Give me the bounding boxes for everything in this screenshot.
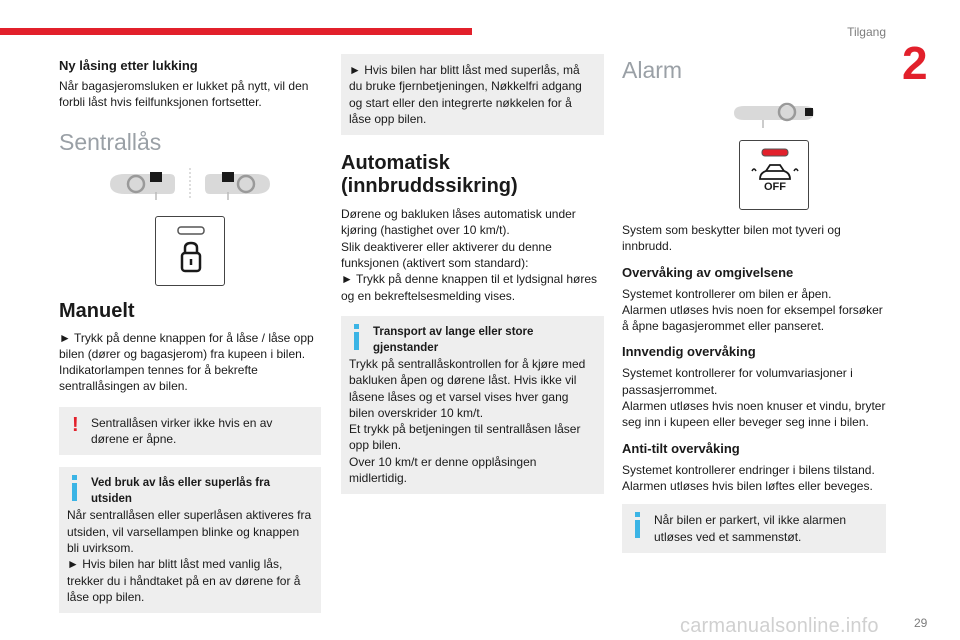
heading-interior: Innvendig overvåking	[622, 344, 756, 360]
text-tilt: Systemet kontrollerer endringer i bilens tilstand. Alarmen utløses hvis bilen løftes eller beveges.	[622, 462, 875, 493]
section-title: Tilgang	[847, 25, 886, 39]
dashboard-location-icon	[100, 164, 280, 204]
chapter-number: 2	[902, 37, 928, 89]
alarm-car-icon	[740, 141, 810, 211]
dashboard-location-icon	[729, 98, 819, 132]
heading-lock-after-close: Ny låsing etter lukking	[59, 58, 198, 73]
column-left	[59, 54, 321, 613]
info-box-parked	[622, 504, 886, 553]
info-icon	[634, 512, 642, 538]
info-title-outside-lock: Ved bruk av lås eller superlås fra utsiden	[91, 477, 270, 506]
central-lock-button[interactable]	[155, 216, 225, 286]
heading-manual: Manuelt	[59, 299, 135, 322]
text-interior: Systemet kontrollerer for volumvariasjoner i passasjerrommet. Alarmen utløses hvis noen knuser et vindu, bryter seg inn i kupeen eller beveger seg inne i bilen.	[622, 366, 886, 430]
text-manual: ► Trykk på denne knappen for å låse / låse opp bilen (dører og bagasjerom) fra kupeen i bilen. Indikatorlampen tennes for å bekrefte sentrallåsingen av bilen.	[59, 330, 314, 394]
lock-icon	[156, 217, 226, 287]
warning-text: Sentrallåsen virker ikke hvis en av dørene er åpne.	[91, 415, 273, 447]
info-box-long-objects	[341, 316, 604, 494]
text-automatic: Dørene og bakluken låses automatisk under kjøring (hastighet over 10 km/t). Slik deaktiverer eller aktiverer du denne funksjonen (aktivert som standard): ► Trykk på denne knappen til et lydsignal høres og en bekreftelsesmelding vises.	[341, 207, 598, 303]
heading-alarm: Alarm	[622, 57, 683, 83]
warning-icon: !	[72, 413, 79, 436]
column-middle	[341, 54, 604, 494]
info-cont-text: ► Hvis bilen har blitt låst med superlås, må du bruke fjernbetjeningen, Nøkkelfri adgang og start eller den integrerte nøkkelen for å låse opp bilen.	[349, 63, 582, 126]
info-text-outside-lock: Når sentrallåsen eller superlåsen aktiveres fra utsiden, vil varsellampen blinke og knappen bli uvirksom. ► Hvis bilen har blitt låst med vanlig lås, trekker du i håndtaket på en av dørene for å låse opp bilen.	[67, 508, 312, 604]
chapter-progress-bar	[0, 28, 472, 35]
alarm-button-label: OFF	[764, 181, 786, 193]
text-lock-after-close: Når bagasjeromsluken er lukket på nytt, vil den forbli låst hvis feilfunksjonen fortsetter.	[59, 79, 309, 110]
column-right	[622, 54, 886, 553]
heading-automatic: Automatisk (innbruddssikring)	[341, 152, 518, 198]
steering-wheel-icons	[59, 164, 321, 204]
info-icon	[71, 475, 79, 501]
info-title-long-objects: Transport av lange eller store gjenstander	[373, 325, 534, 354]
heading-central-lock: Sentrallås	[59, 128, 162, 155]
alarm-off-button[interactable]	[739, 140, 809, 210]
info-text-parked: Når bilen er parkert, vil ikke alarmen utløses ved et sammenstøt.	[654, 513, 847, 544]
info-box-continued	[341, 54, 604, 135]
text-alarm: System som beskytter bilen mot tyveri og innbrudd.	[622, 223, 841, 254]
heading-surround: Overvåking av omgivelsene	[622, 264, 794, 280]
warning-box	[59, 407, 321, 456]
watermark: carmanualsonline.info	[680, 615, 879, 637]
page-number: 29	[914, 616, 928, 630]
heading-tilt: Anti-tilt overvåking	[622, 440, 740, 456]
info-icon	[353, 324, 361, 350]
info-box-outside-lock	[59, 467, 321, 613]
info-text-long-objects: Trykk på sentrallåskontrollen for å kjøre med bakluken åpen og dørene låst. Hvis ikke vil låsene låses og et varsel vises hver gang bilen overskrider 10 km/t. Et trykk på betjeningen til sentrallåsen låser opp bilen. Over 10 km/t er denne opplåsingen midlertidig.	[349, 356, 586, 486]
text-surround: Systemet kontrollerer om bilen er åpen. Alarmen utløses hvis noen for eksempel forsøker å åpne bagasjerommet eller panseret.	[622, 286, 883, 334]
